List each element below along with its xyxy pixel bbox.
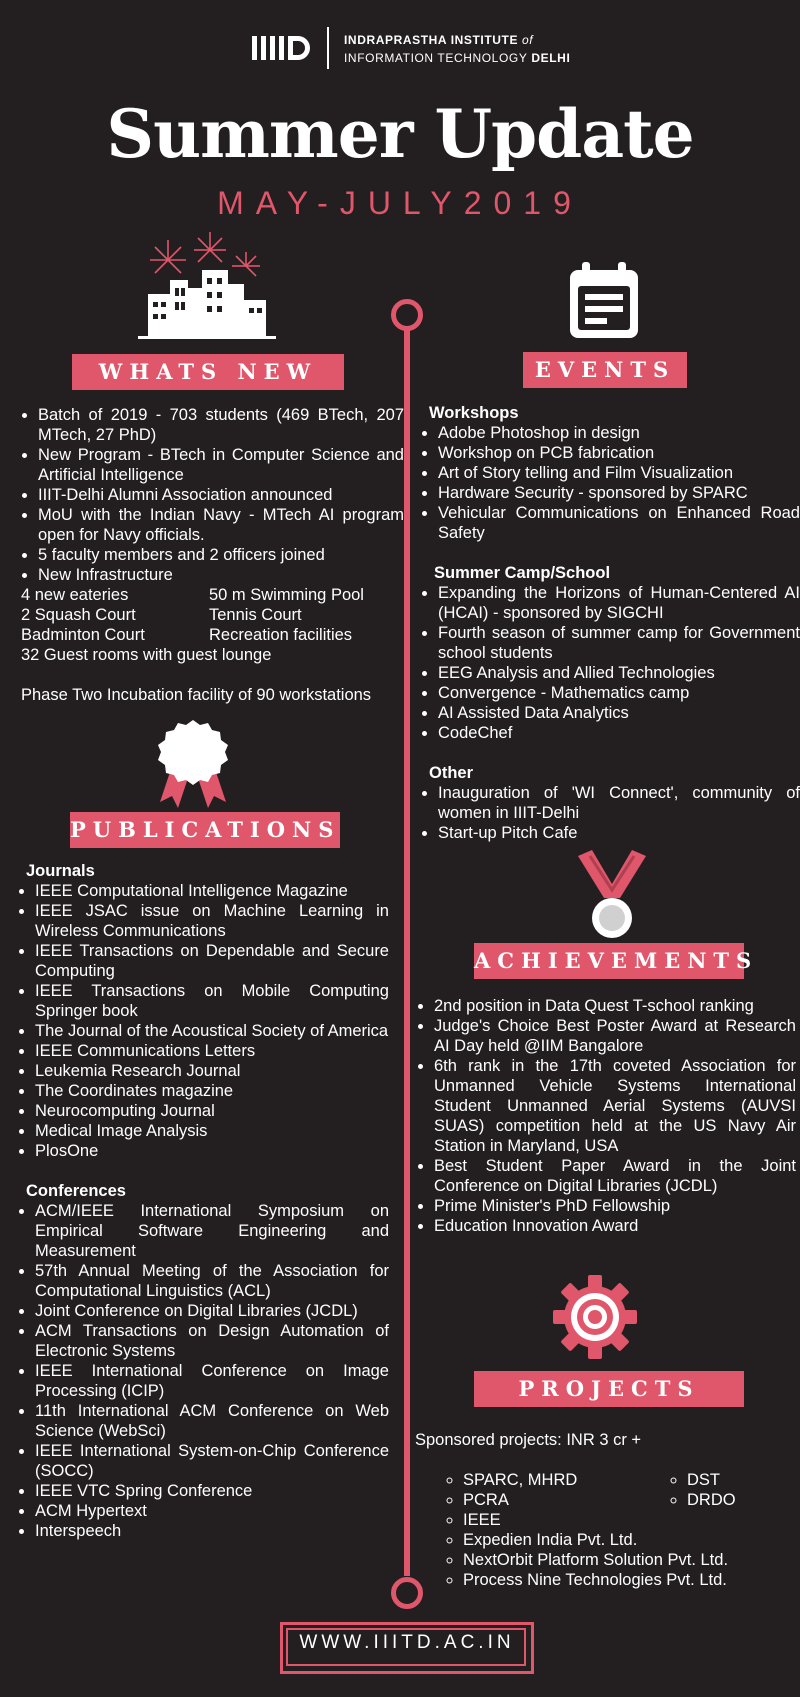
list-item: • Education Innovation Award (434, 1216, 796, 1236)
timeline-bottom-ring (391, 1577, 423, 1609)
city-fireworks-icon (138, 232, 288, 342)
infra-item: 50 m Swimming Pool (209, 586, 364, 604)
sponsored-projects-total: Sponsored projects: INR 3 cr + (415, 1431, 642, 1449)
list-item: • Start-up Pitch Cafe (438, 823, 800, 843)
list-item: • IEEE International Conference on Image Processing (ICIP) (35, 1361, 389, 1401)
gear-icon (552, 1274, 638, 1360)
list-item: • ACM Hypertext (35, 1501, 389, 1521)
publications-section (16, 861, 389, 1541)
list-item: • Hardware Security - sponsored by SPARC (438, 483, 800, 503)
award-badge-icon (154, 718, 232, 810)
list-item: • Expanding the Horizons of Human-Centered AI (HCAI) - sponsored by SIGCHI (438, 583, 800, 623)
incubation-note: Phase Two Incubation facility of 90 workstations (21, 686, 372, 704)
list-item: • IEEE JSAC issue on Machine Learning in Wireless Communications (35, 901, 389, 941)
list-item: • Batch of 2019 - 703 students (469 BTech, 207 MTech, 27 PhD) (38, 405, 404, 445)
list-item: • 2nd position in Data Quest T-school ranking (434, 996, 796, 1016)
projects-banner: PROJECTS (474, 1371, 744, 1407)
list-item: • MoU with the Indian Navy - MTech AI program open for Navy officials. (38, 505, 404, 545)
list-item: • 6th rank in the 17th coveted Association for Unmanned Vehicle Systems International Student Unmanned Aerial Systems (AUVSI SUAS) competition held at the US Navy Air Station in Maryland, USA (434, 1056, 796, 1156)
list-item: ◦ PCRA (463, 1490, 743, 1510)
list-item: • Workshop on PCB fabrication (438, 443, 800, 463)
list-item: • Adobe Photoshop in design (438, 423, 800, 443)
website-link[interactable]: WWW.IIITD.AC.IN (299, 1632, 515, 1653)
infra-item: Recreation facilities (209, 626, 353, 644)
list-item: • Vehicular Communications on Enhanced Road Safety (438, 503, 800, 543)
list-item: ◦ DST (687, 1470, 787, 1490)
summer-camp-heading: Summer Camp/School (434, 564, 611, 582)
institute-name: INDRAPRASTHA INSTITUTE of INFORMATION TECHNOLOGY DELHI (344, 33, 571, 65)
page-title: Summer Update (106, 95, 694, 173)
logo-divider (327, 27, 329, 69)
list-item: • CodeChef (438, 723, 800, 743)
events-banner: EVENTS (523, 352, 687, 388)
infra-item: 4 new eateries (21, 586, 129, 604)
achievements-banner: ACHIEVEMENTS (474, 943, 744, 979)
list-item: • PlosOne (35, 1141, 389, 1161)
list-item: • IEEE International System-on-Chip Conference (SOCC) (35, 1441, 389, 1481)
list-item: • IEEE Transactions on Dependable and Secure Computing (35, 941, 389, 981)
infra-item: Tennis Court (209, 606, 302, 624)
list-item: • New Program - BTech in Computer Science and Artificial Intelligence (38, 445, 404, 485)
list-item: • 57th Annual Meeting of the Association for Computational Linguistics (ACL) (35, 1261, 389, 1301)
list-item: ◦ NextOrbit Platform Solution Pvt. Ltd. (463, 1550, 743, 1570)
date-range: MAY-JULY2019 (217, 185, 583, 221)
list-item: • Art of Story telling and Film Visualization (438, 463, 800, 483)
list-item: • Neurocomputing Journal (35, 1101, 389, 1121)
timeline-top-ring (391, 299, 423, 331)
list-item: • AI Assisted Data Analytics (438, 703, 800, 723)
other-heading: Other (429, 764, 474, 782)
projects-list-col2 (667, 1470, 787, 1510)
list-item: • IIIT-Delhi Alumni Association announced (38, 485, 404, 505)
medal-icon (576, 850, 648, 940)
list-item: ◦ DRDO (687, 1490, 787, 1510)
achievements-section (414, 996, 796, 1236)
conferences-heading: Conferences (26, 1182, 126, 1200)
list-item: • Joint Conference on Digital Libraries (JCDL) (35, 1301, 389, 1321)
whats-new-banner: WHATS NEW (72, 354, 344, 390)
workshops-heading: Workshops (429, 404, 519, 422)
whats-new-section (18, 405, 404, 705)
list-item: • The Coordinates magazine (35, 1081, 389, 1101)
events-section (418, 403, 800, 843)
list-item: ◦ Process Nine Technologies Pvt. Ltd. (463, 1570, 743, 1590)
list-item: • Convergence - Mathematics camp (438, 683, 800, 703)
list-item: ◦ IEEE (463, 1510, 743, 1530)
list-item: ◦ Expedien India Pvt. Ltd. (463, 1530, 743, 1550)
list-item: • Best Student Paper Award in the Joint Conference on Digital Libraries (JCDL) (434, 1156, 796, 1196)
timeline-line (404, 316, 410, 1576)
list-item: • Interspeech (35, 1521, 389, 1541)
list-item: • IEEE Computational Intelligence Magazine (35, 881, 389, 901)
list-item: • ACM/IEEE International Symposium on Empirical Software Engineering and Measurement (35, 1201, 389, 1261)
journals-heading: Journals (26, 862, 95, 880)
publications-banner: PUBLICATIONS (70, 812, 340, 848)
list-item: • IEEE VTC Spring Conference (35, 1481, 389, 1501)
list-item: • 11th International ACM Conference on Web Science (WebSci) (35, 1401, 389, 1441)
infrastructure-grid (21, 585, 404, 665)
list-item: • IEEE Communications Letters (35, 1041, 389, 1061)
list-item: • New Infrastructure (38, 565, 404, 585)
list-item: • The Journal of the Acoustical Society of America (35, 1021, 389, 1041)
infra-item: 32 Guest rooms with guest lounge (21, 646, 272, 664)
infra-item: 2 Squash Court (21, 606, 136, 624)
infra-item: Badminton Court (21, 626, 145, 644)
list-item: • Judge's Choice Best Poster Award at Research AI Day held @IIM Bangalore (434, 1016, 796, 1056)
list-item: • EEG Analysis and Allied Technologies (438, 663, 800, 683)
list-item: ◦ SPARC, MHRD (463, 1470, 743, 1490)
iiitd-logo-icon (252, 30, 312, 66)
list-item: • IEEE Transactions on Mobile Computing Springer book (35, 981, 389, 1021)
list-item: • Medical Image Analysis (35, 1121, 389, 1141)
list-item: • ACM Transactions on Design Automation of Electronic Systems (35, 1321, 389, 1361)
list-item: • 5 faculty members and 2 officers joined (38, 545, 404, 565)
list-item: • Fourth season of summer camp for Government school students (438, 623, 800, 663)
list-item: • Inauguration of 'WI Connect', community of women in IIIT-Delhi (438, 783, 800, 823)
calendar-icon (568, 262, 640, 340)
list-item: • Prime Minister's PhD Fellowship (434, 1196, 796, 1216)
list-item: • Leukemia Research Journal (35, 1061, 389, 1081)
